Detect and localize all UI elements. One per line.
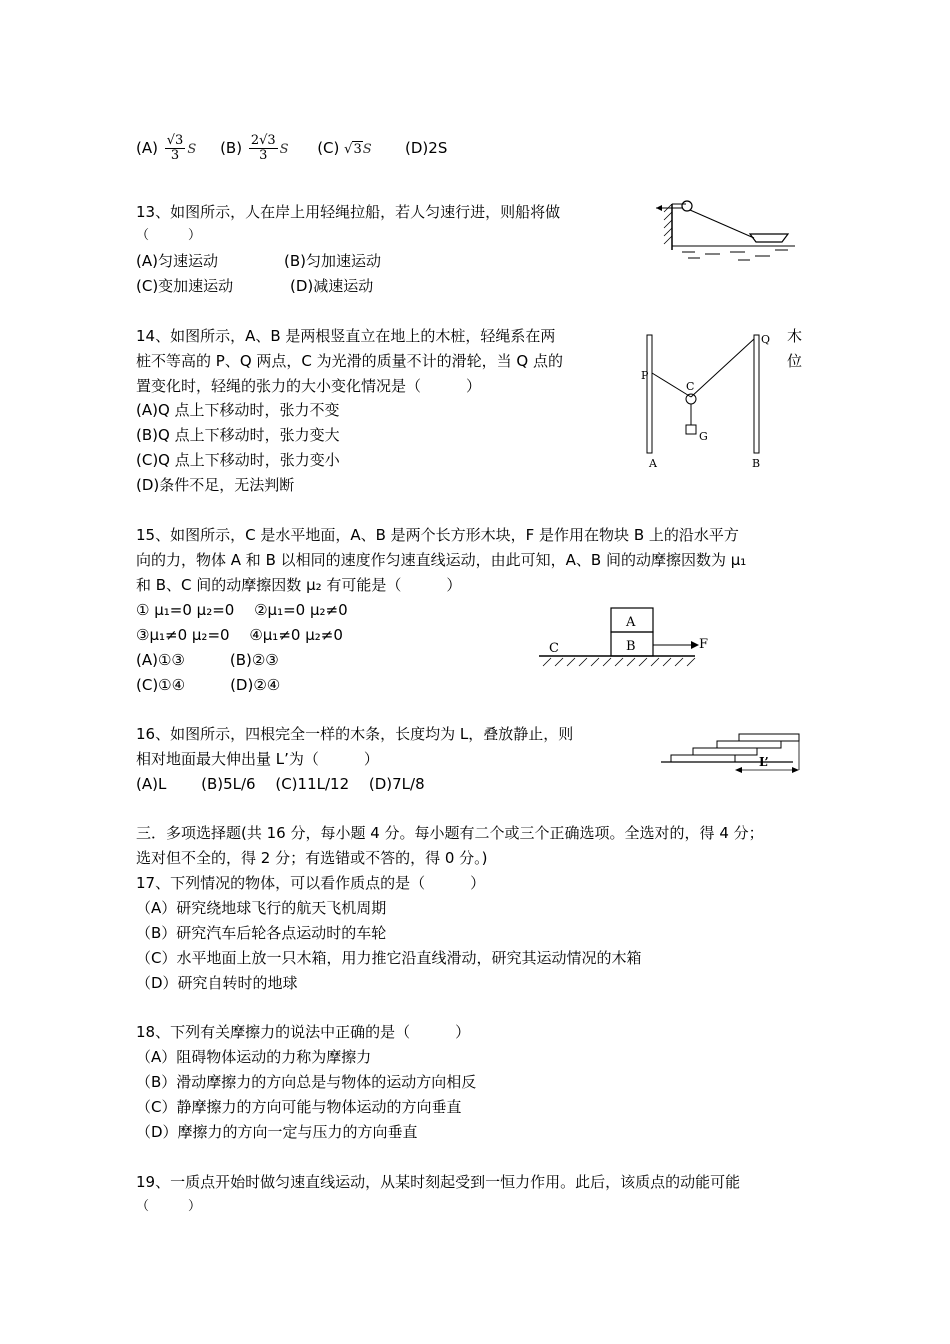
q15-options-ab: (A)①③ (B)②③ <box>136 651 279 669</box>
q14-stem-line1: 14、如图所示，A、B 是两根竖直立在地上的木桩，轻绳系在两 <box>136 327 556 345</box>
q14-fig-label-p: P <box>641 369 649 382</box>
q14-option-c: (C)Q 点上下移动时，张力变小 <box>136 451 340 469</box>
q14-option-b: (B)Q 点上下移动时，张力变大 <box>136 426 340 444</box>
q15-cases-line2: ③μ₁≠0 μ₂=0 ④μ₁≠0 μ₂≠0 <box>136 626 343 644</box>
q19-blank: （ ） <box>136 1199 202 1214</box>
q14-side-char-1: 木 <box>787 327 803 345</box>
q19-stem: 19、一质点开始时做匀速直线运动，从某时刻起受到一恒力作用。此后，该质点的动能可能 <box>136 1173 741 1191</box>
q13-option-b: (B)匀加速运动 <box>284 252 381 270</box>
q12-options: (A) $\frac{√3}{3}$ S (B) $\frac{2√3}{3}$ S (C) √3S (D)2S <box>136 133 448 163</box>
q13-option-d: (D)减速运动 <box>290 277 374 295</box>
q18-option-a: （A）阻碍物体运动的力称为摩擦力 <box>136 1048 372 1066</box>
q12-option-c-label: (C) <box>317 139 340 157</box>
q12-option-c-sqrt: √3 <box>344 142 362 157</box>
q12-option-d: (D)2S <box>405 139 448 157</box>
q13-option-c: (C)变加速运动 <box>136 277 234 295</box>
q16-options: (A)L (B)5L/6 (C)11L/12 (D)7L/8 <box>136 775 425 793</box>
q14-option-d: (D)条件不足，无法判断 <box>136 476 295 494</box>
q13-blank: （ ） <box>136 228 202 243</box>
q15-fig-label-f: F <box>699 637 709 652</box>
q12-option-a-label: (A) <box>136 139 158 157</box>
q15-stem-line1: 15、如图所示，C 是水平地面，A、B 是两个长方形木块，F 是作用在物块 B 上的沿水平方 <box>136 526 739 544</box>
q15-fig-label-c: C <box>549 641 559 656</box>
q15-cases-line1: ① μ₁=0 μ₂=0 ②μ₁=0 μ₂≠0 <box>136 601 348 619</box>
q14-fig-label-b: B <box>752 457 761 470</box>
q14-figure-pulley <box>635 325 785 475</box>
q15-fig-label-a: A <box>626 615 636 630</box>
q14-fig-label-q: Q <box>761 333 771 346</box>
q16-stem-line2: 相对地面最大伸出量 L’为（ ） <box>136 750 379 768</box>
section3-instructions-line2: 选对但不全的，得 2 分；有选错或不答的，得 0 分。) <box>136 849 488 867</box>
q15-fig-label-b: B <box>626 639 636 654</box>
q16-fig-label-l: L’ <box>759 755 769 769</box>
q14-fig-label-g: G <box>699 430 708 443</box>
section3-instructions-line1: 三．多项选择题(共 16 分，每小题 4 分。每小题有二个或三个正确选项。全选对的，得 4 分； <box>136 824 764 842</box>
q15-options-cd: (C)①④ (D)②④ <box>136 676 281 694</box>
q18-option-c: （C）静摩擦力的方向可能与物体运动的方向垂直 <box>136 1098 462 1116</box>
q15-figure-blocks <box>535 600 715 672</box>
q14-side-char-2: 位 <box>787 352 803 370</box>
q17-option-d: （D）研究自转时的地球 <box>136 974 298 992</box>
q16-stem-line1: 16、如图所示，四根完全一样的木条，长度均为 L，叠放静止，则 <box>136 725 574 743</box>
q12-option-b-fraction: $\frac{2√3}{3}$ <box>250 133 276 163</box>
q12-option-b-label: (B) <box>220 139 243 157</box>
q18-stem: 18、下列有关摩擦力的说法中正确的是（ ） <box>136 1023 471 1041</box>
q14-option-a: (A)Q 点上下移动时，张力不变 <box>136 401 340 419</box>
q14-fig-label-c: C <box>686 380 695 393</box>
q14-fig-label-a: A <box>649 457 657 470</box>
q14-stem-line2: 桩不等高的 P、Q 两点，C 为光滑的质量不计的滑轮，当 Q 点的 <box>136 352 563 370</box>
q18-option-d: （D）摩擦力的方向一定与压力的方向垂直 <box>136 1123 418 1141</box>
q17-option-a: （A）研究绕地球飞行的航天飞机周期 <box>136 899 387 917</box>
q16-figure-stacked-sticks <box>655 728 815 778</box>
q17-stem: 17、下列情况的物体，可以看作质点的是（ ） <box>136 874 486 892</box>
q12-option-a-fraction: $\frac{√3}{3}$ <box>166 133 184 163</box>
q18-option-b: （B）滑动摩擦力的方向总是与物体的运动方向相反 <box>136 1073 477 1091</box>
q17-option-b: （B）研究汽车后轮各点运动时的车轮 <box>136 924 387 942</box>
q13-figure-boat-rope <box>650 190 800 265</box>
q13-stem: 13、如图所示，人在岸上用轻绳拉船，若人匀速行进，则船将做 <box>136 203 561 221</box>
q13-option-a: (A)匀速运动 <box>136 252 218 270</box>
q15-stem-line3: 和 B、C 间的动摩擦因数 μ₂ 有可能是（ ） <box>136 576 462 594</box>
q15-stem-line2: 向的力，物体 A 和 B 以相同的速度作匀速直线运动，由此可知，A、B 间的动摩擦因数为 μ₁ <box>136 551 747 569</box>
q14-stem-line3: 置变化时，轻绳的张力的大小变化情况是（ ） <box>136 377 482 395</box>
q17-option-c: （C）水平地面上放一只木箱，用力推它沿直线滑动，研究其运动情况的木箱 <box>136 949 642 967</box>
